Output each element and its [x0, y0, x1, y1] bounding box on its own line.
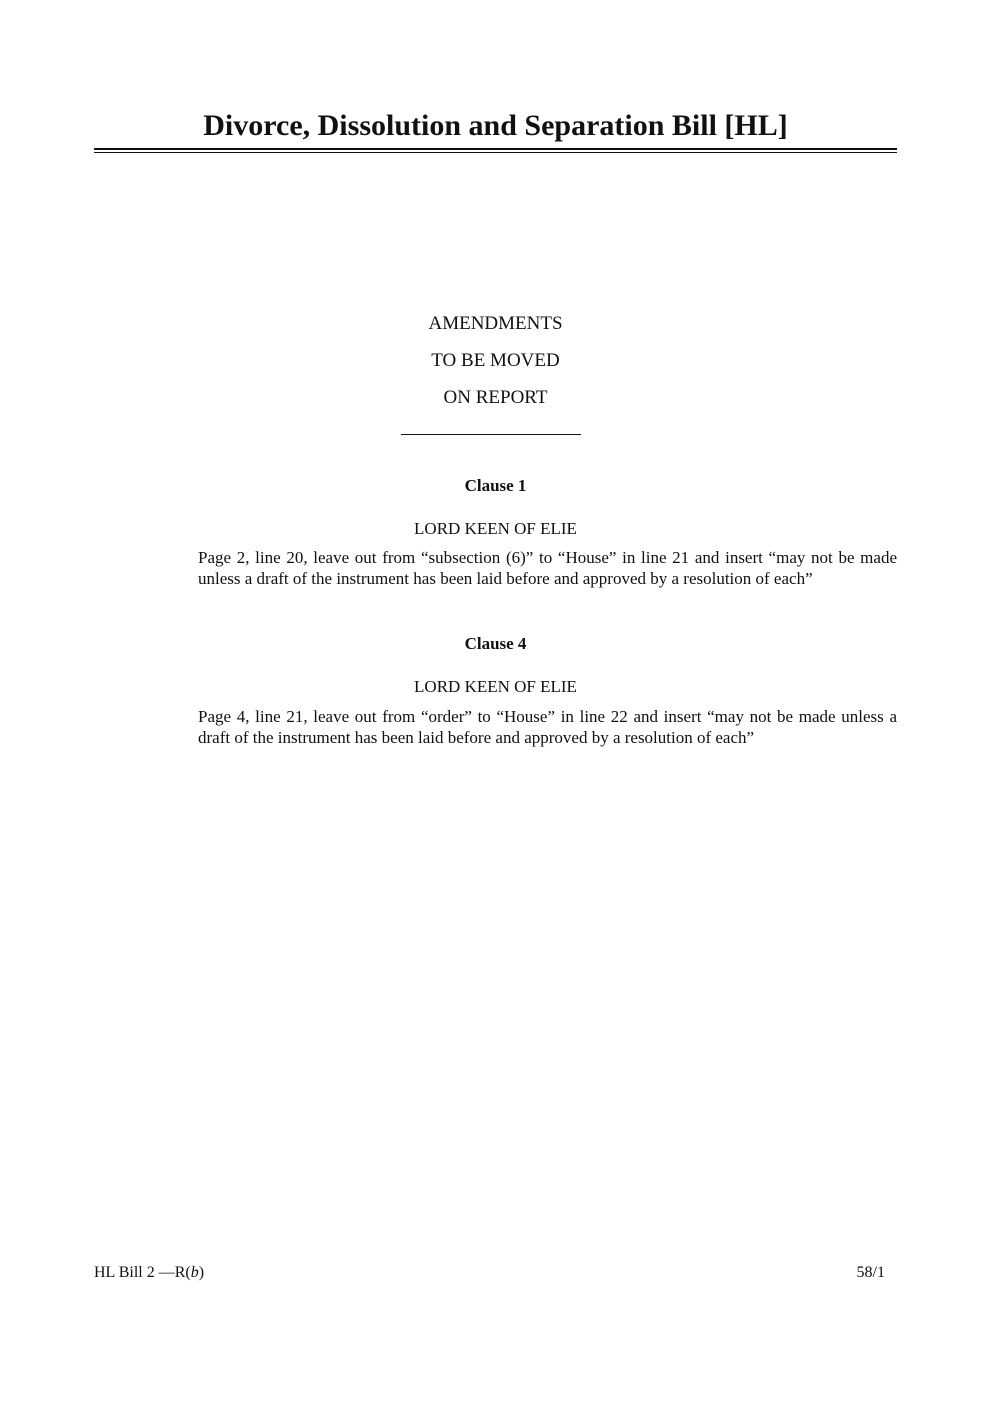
- amendment-text-1: Page 2, line 20, leave out from “subsection (6)” to “House” in line 21 and insert “may not be made unless a draft of the instrument has been laid before and approved by a resolution of each”: [198, 548, 897, 588]
- heading-line-amendments: AMENDMENTS: [428, 313, 563, 334]
- bill-ref-italic: b: [190, 1264, 199, 1281]
- mover-name-1: LORD KEEN OF ELIE: [414, 519, 577, 538]
- amendment-text-2: Page 4, line 21, leave out from “order” to “House” in line 22 and insert “may not be made unless a draft of the instrument has been laid before and approved by a resolution of each”: [198, 707, 897, 747]
- amendments-heading: [0, 305, 991, 416]
- bill-ref-r: R(: [174, 1264, 191, 1281]
- mover-name-2: LORD KEEN OF ELIE: [414, 677, 577, 696]
- clause-heading-1: Clause 1: [464, 476, 527, 495]
- page-reference: 58/1: [856, 1264, 885, 1281]
- heading-line-to-be-moved: TO BE MOVED: [431, 350, 560, 371]
- title-double-rule: [94, 148, 897, 153]
- heading-line-on-report: ON REPORT: [443, 387, 548, 408]
- bill-ref-close: ): [198, 1264, 205, 1281]
- clause-heading-4: Clause 4: [464, 634, 527, 653]
- bill-ref-prefix: HL Bill 2: [94, 1264, 155, 1281]
- bill-reference: [94, 1264, 204, 1282]
- document-title: Divorce, Dissolution and Separation Bill [HL]: [203, 109, 788, 142]
- section-divider: [401, 434, 581, 435]
- bill-ref-dash: —: [158, 1264, 175, 1281]
